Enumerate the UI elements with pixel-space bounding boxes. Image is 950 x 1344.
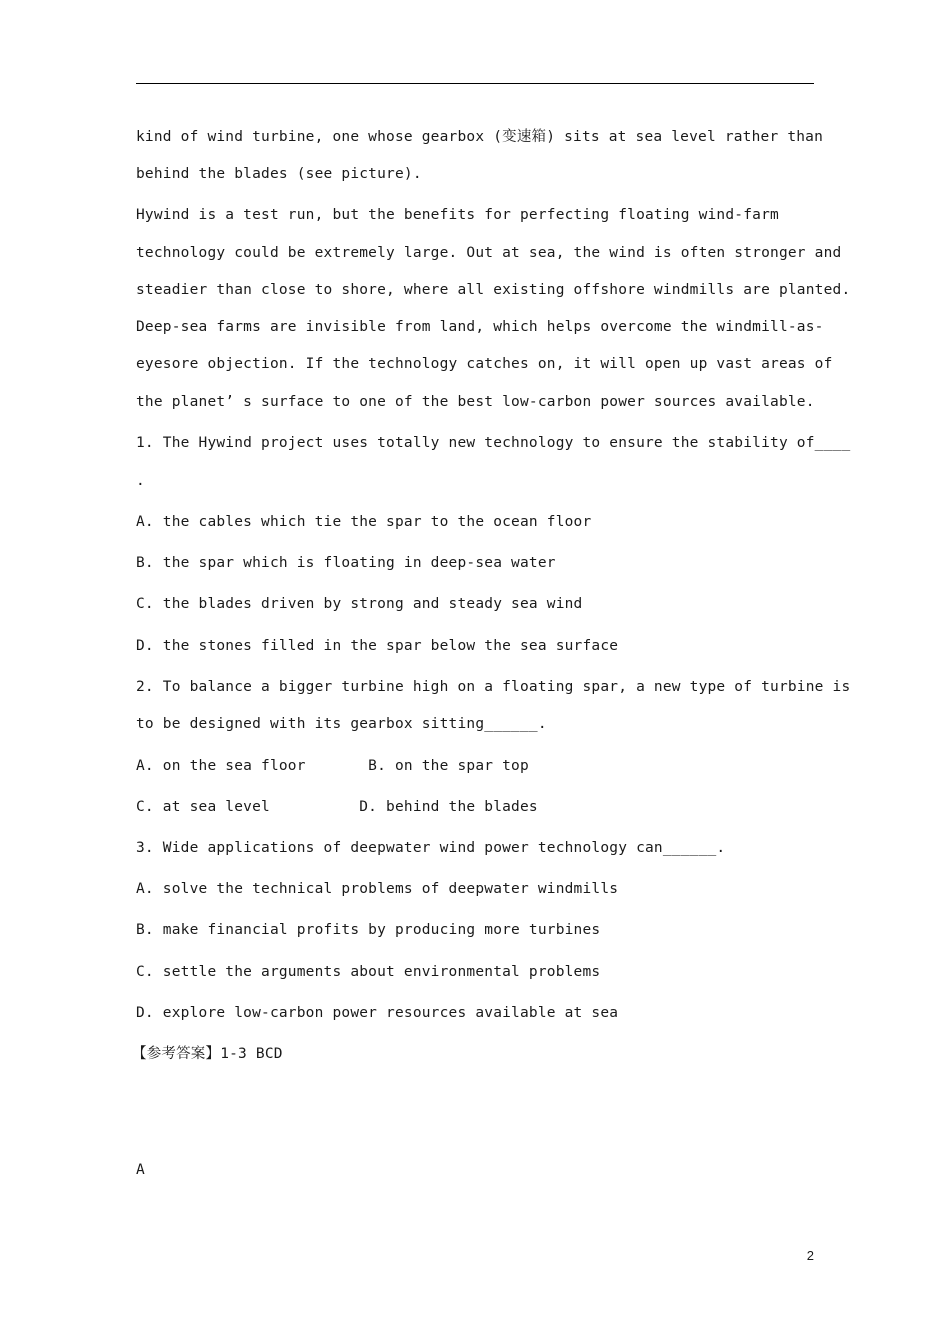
page-number: 2 [806,1248,814,1263]
question-3-option-d: D. explore low-carbon power resources available at sea [136,1005,619,1021]
question-3-option-c: C. settle the arguments about environmental problems [136,964,601,980]
question-2-options-cd: C. at sea level D. behind the blades [136,799,538,815]
next-section-heading: A [136,1162,145,1178]
passage-line: steadier than close to shore, where all existing offshore windmills are planted. [136,282,851,298]
question-1-stem-end: . [136,473,145,489]
question-2-stem-end: to be designed with its gearbox sitting______. [136,716,547,732]
question-1-stem: 1. The Hywind project uses totally new technology to ensure the stability of____ [136,435,851,451]
answer-key: 【参考答案】1-3 BCD [132,1046,283,1062]
passage-line: eyesore objection. If the technology catches on, it will open up vast areas of [136,356,833,372]
question-1-option-b: B. the spar which is floating in deep-sea water [136,555,556,571]
question-3-option-a: A. solve the technical problems of deepwater windmills [136,881,619,897]
question-3-stem: 3. Wide applications of deepwater wind power technology can______. [136,840,726,856]
passage-line: Deep-sea farms are invisible from land, which helps overcome the windmill-as- [136,319,824,335]
question-2-options-ab: A. on the sea floor B. on the spar top [136,758,529,774]
passage-line: Hywind is a test run, but the benefits for perfecting floating wind-farm [136,207,779,223]
question-1-option-c: C. the blades driven by strong and steady sea wind [136,596,583,612]
passage-line: kind of wind turbine, one whose gearbox (变速箱) sits at sea level rather than [136,129,824,145]
question-1-option-d: D. the stones filled in the spar below the sea surface [136,638,619,654]
question-3-option-b: B. make financial profits by producing more turbines [136,922,601,938]
header-rule [136,83,814,84]
passage-line: technology could be extremely large. Out at sea, the wind is often stronger and [136,245,842,261]
passage-line: behind the blades (see picture). [136,166,422,182]
question-2-stem: 2. To balance a bigger turbine high on a floating spar, a new type of turbine is [136,679,851,695]
passage-line: the planet’ s surface to one of the best low-carbon power sources available. [136,394,815,410]
question-1-option-a: A. the cables which tie the spar to the ocean floor [136,514,592,530]
